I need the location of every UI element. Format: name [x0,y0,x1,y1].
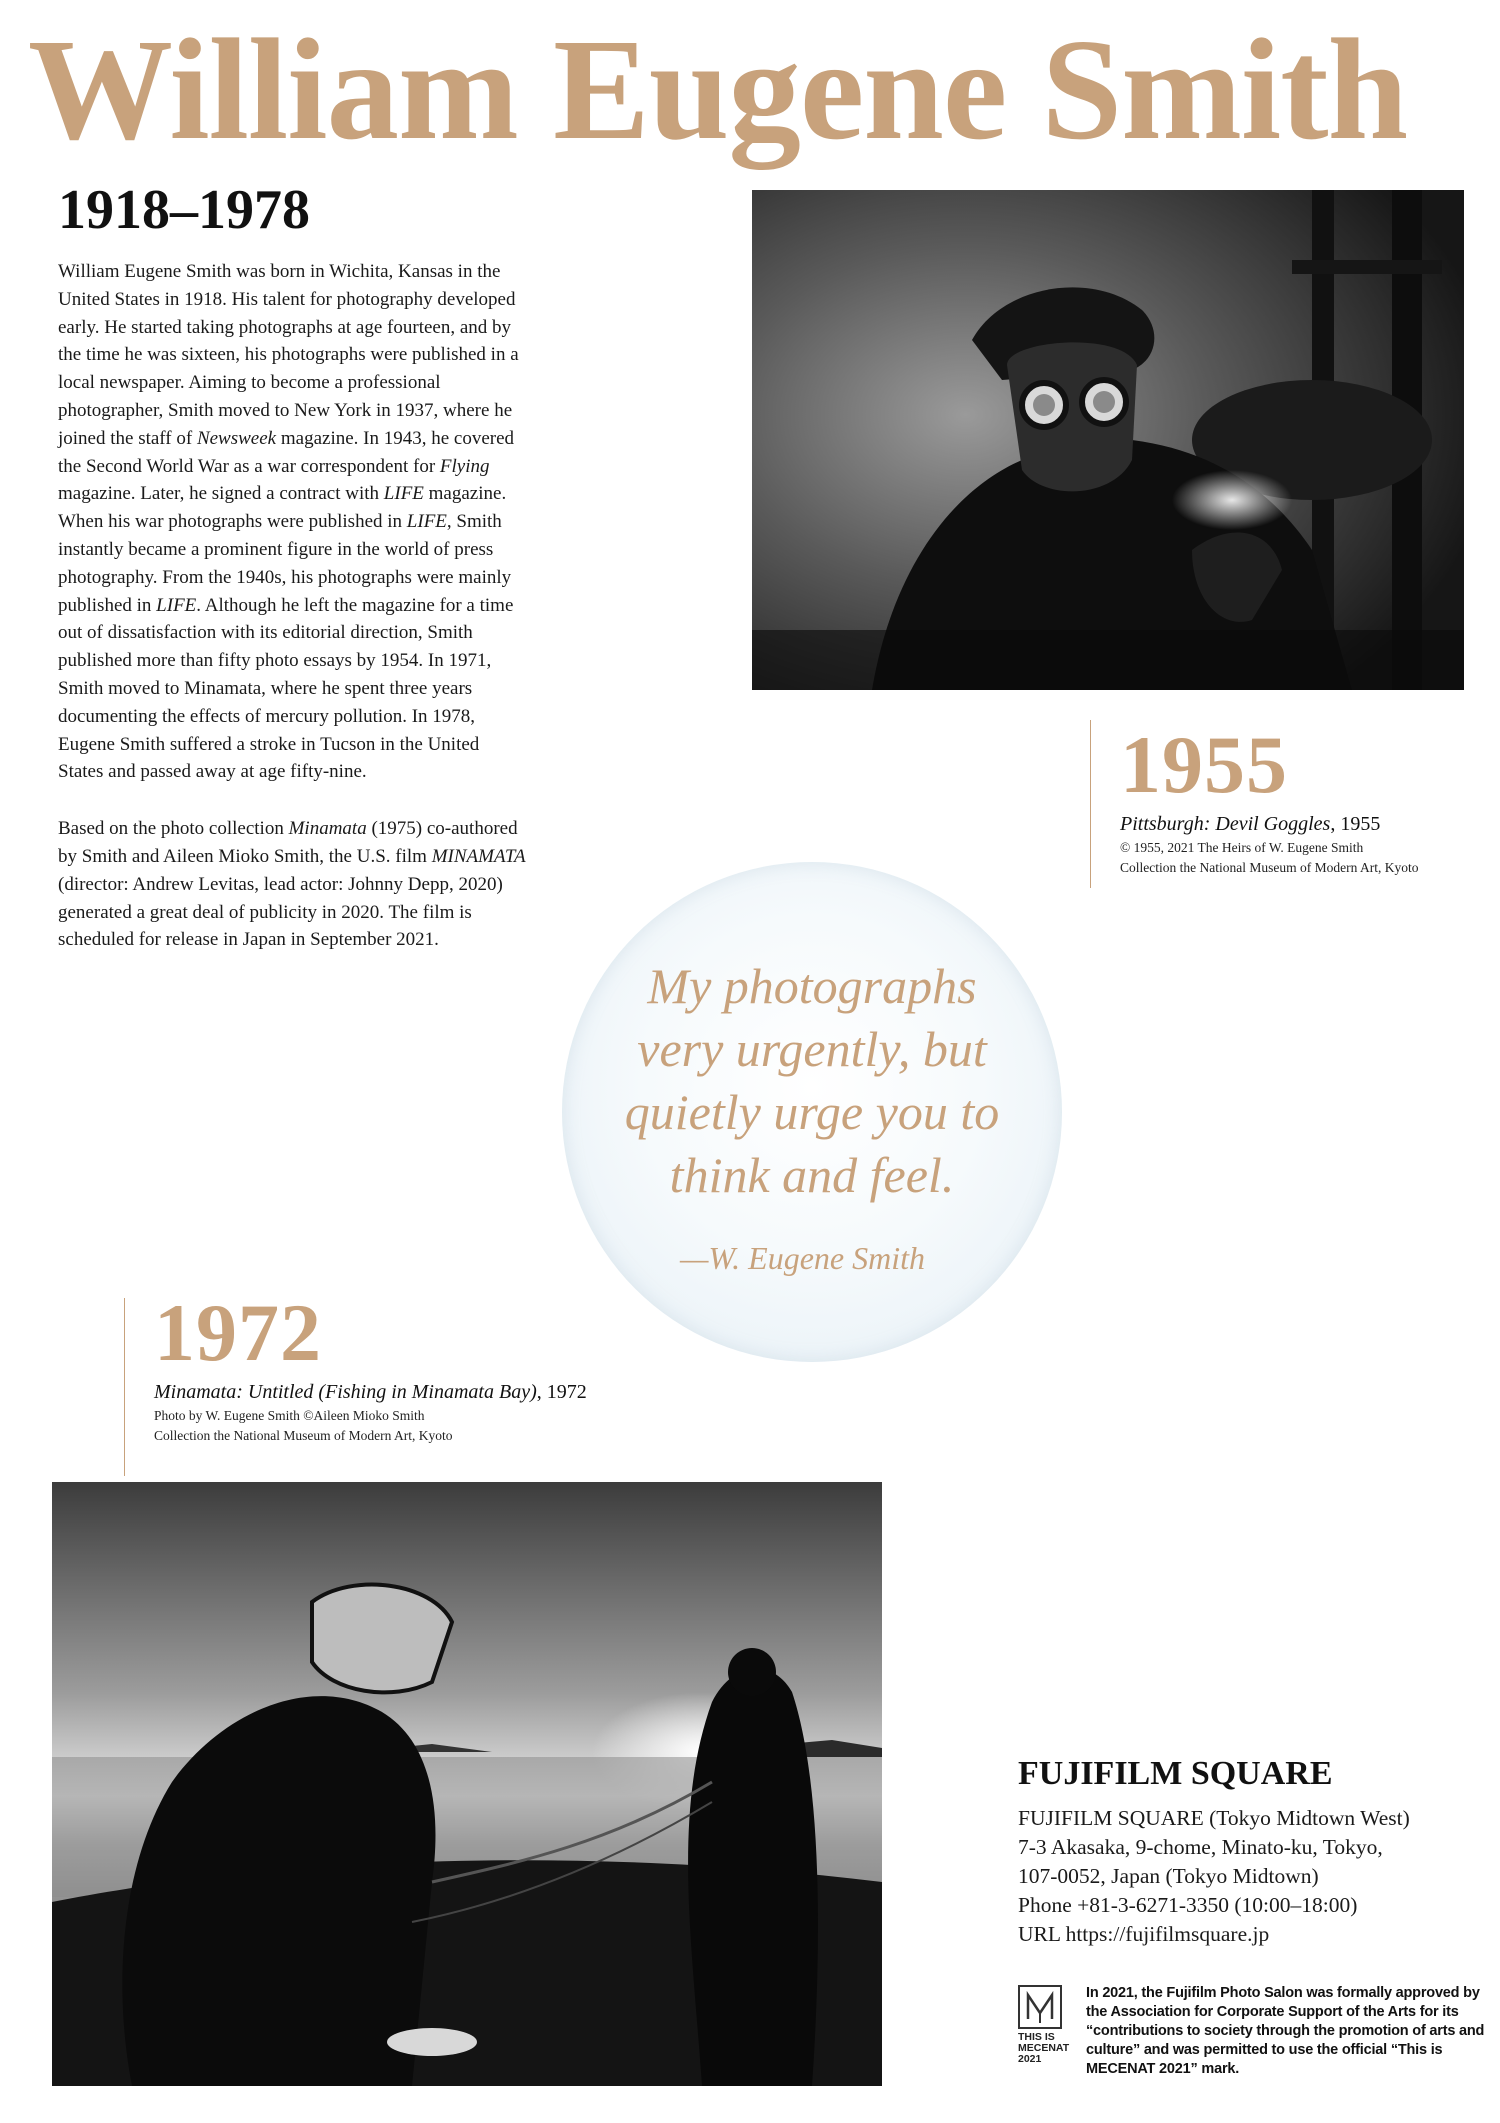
photo-fishing-minamata-bay [52,1482,882,2086]
biography-p2-run: MINAMATA [431,845,526,867]
caption-divider-1955 [1090,720,1091,888]
venue-line-2: 7-3 Akasaka, 9-chome, Minato-ku, Tokyo, [1018,1835,1383,1859]
venue-line-3: 107-0052, Japan (Tokyo Midtown) [1018,1864,1319,1888]
biography-p1-run: LIFE [406,511,447,533]
venue-line-4: Phone +81-3-6271-3350 (10:00–18:00) [1018,1893,1358,1917]
page-title: William Eugene Smith [28,10,1408,170]
venue-info [1018,1752,1488,1949]
mecenat-label-line-3: 2021 [1018,2053,1042,2065]
biography-p2-run: (director: Andrew Levitas, lead actor: Johnny Depp, 2020) generated a great deal of publicity in 2020. The film is scheduled for release in Japan in September 2021. [58,873,503,951]
venue-line-1: FUJIFILM SQUARE (Tokyo Midtown West) [1018,1806,1410,1830]
biography-p1-run: LIFE [383,483,424,505]
caption-title-year-1955: , 1955 [1330,813,1381,835]
caption-collection-1972: Collection the National Museum of Modern Art, Kyoto [154,1428,453,1443]
caption-title-italic-1972: Minamata: Untitled (Fishing in Minamata Bay) [154,1381,537,1403]
photo-devil-goggles-image [752,190,1464,690]
mecenat-label [1018,2032,1078,2065]
caption-title-1955 [1120,810,1500,838]
biography-p1-run: . Although he left the magazine for a time out of dissatisfaction with its editorial direction, Smith published more than fifty photo essays by 1954. In 1971, Smith moved to Minamata, where he spent three years documenting the effects of mercury pollution. In 1978, Eugene Smith suffered a stroke in Tucson in the United States and passed away at age fifty-nine. [58,594,514,783]
caption-1972 [154,1288,674,1446]
biography-p1-run: , Smith instantly became a prominent figure in the world of press photography. From the 1940s, his photographs were mainly published in [58,511,512,616]
quote-line-3: quietly urge you to [624,1084,1000,1140]
venue-url[interactable]: URL https://fujifilmsquare.jp [1018,1922,1270,1946]
biography-paragraph-2 [58,815,528,954]
mecenat-label-line-2: MECENAT [1018,2042,1070,2054]
caption-collection-1955: Collection the National Museum of Modern Art, Kyoto [1120,860,1419,875]
biography-p1-run: LIFE [156,594,197,616]
biography-p2-run: Minamata [288,818,367,840]
caption-title-year-1972: , 1972 [536,1381,587,1403]
biography-p2-run: Based on the photo collection [58,818,289,840]
photo-devil-goggles [752,190,1464,690]
quote-line-1: My photographs [647,958,977,1014]
quote-line-2: very urgently, but [637,1021,987,1077]
biography-p1-run: magazine. When his war photographs were published in [58,483,507,533]
biography [58,258,528,983]
caption-title-1972 [154,1378,674,1406]
caption-title-italic-1955: Pittsburgh: Devil Goggles [1120,813,1331,835]
venue-name: FUJIFILM SQUARE [1018,1755,1333,1792]
life-years: 1918–1978 [58,179,310,241]
mecenat-logo [1018,1985,1078,2065]
mecenat-label-line-1: THIS IS [1018,2031,1055,2043]
caption-1955 [1120,720,1500,878]
biography-p1-run: magazine. In 1943, he covered the Second World War as a war correspondent for [58,427,515,477]
year-1972: 1972 [154,1287,322,1378]
caption-divider-1972 [124,1298,125,1476]
biography-p2-run: (1975) co-authored by Smith and Aileen Mioko Smith, the U.S. film [58,818,518,867]
quote-author: —W. Eugene Smith [680,1240,926,1276]
year-1955: 1955 [1120,719,1288,810]
biography-paragraph-1 [58,258,528,786]
mecenat-statement: In 2021, the Fujifilm Photo Salon was formally approved by the Association for Corporate Support of the Arts for its “contributions to society through the promotion of arts and culture” and was permitted to use the official “This is MECENAT 2021” mark. [1086,1985,1485,2077]
biography-p1-run: Flying [439,455,490,477]
caption-credit-1972: Photo by W. Eugene Smith ©Aileen Mioko Smith [154,1408,425,1423]
photo-fishing-minamata-bay-image [52,1482,882,2086]
biography-p1-run: Newsweek [196,427,277,449]
mecenat-m-icon [1018,1985,1062,2029]
caption-credit-1955: © 1955, 2021 The Heirs of W. Eugene Smith [1120,840,1364,855]
quote-line-4: think and feel. [669,1147,955,1203]
quote-text [562,955,1062,1207]
biography-p1-run: magazine. Later, he signed a contract with [58,483,384,505]
biography-p1-run: William Eugene Smith was born in Wichita, Kansas in the United States in 1918. His talent for photography developed early. He started taking photographs at age fourteen, and by the time he was sixteen, his photographs were published in a local newspaper. Aiming to become a professional photographer, Smith moved to New York in 1937, where he joined the staff of [58,261,519,449]
